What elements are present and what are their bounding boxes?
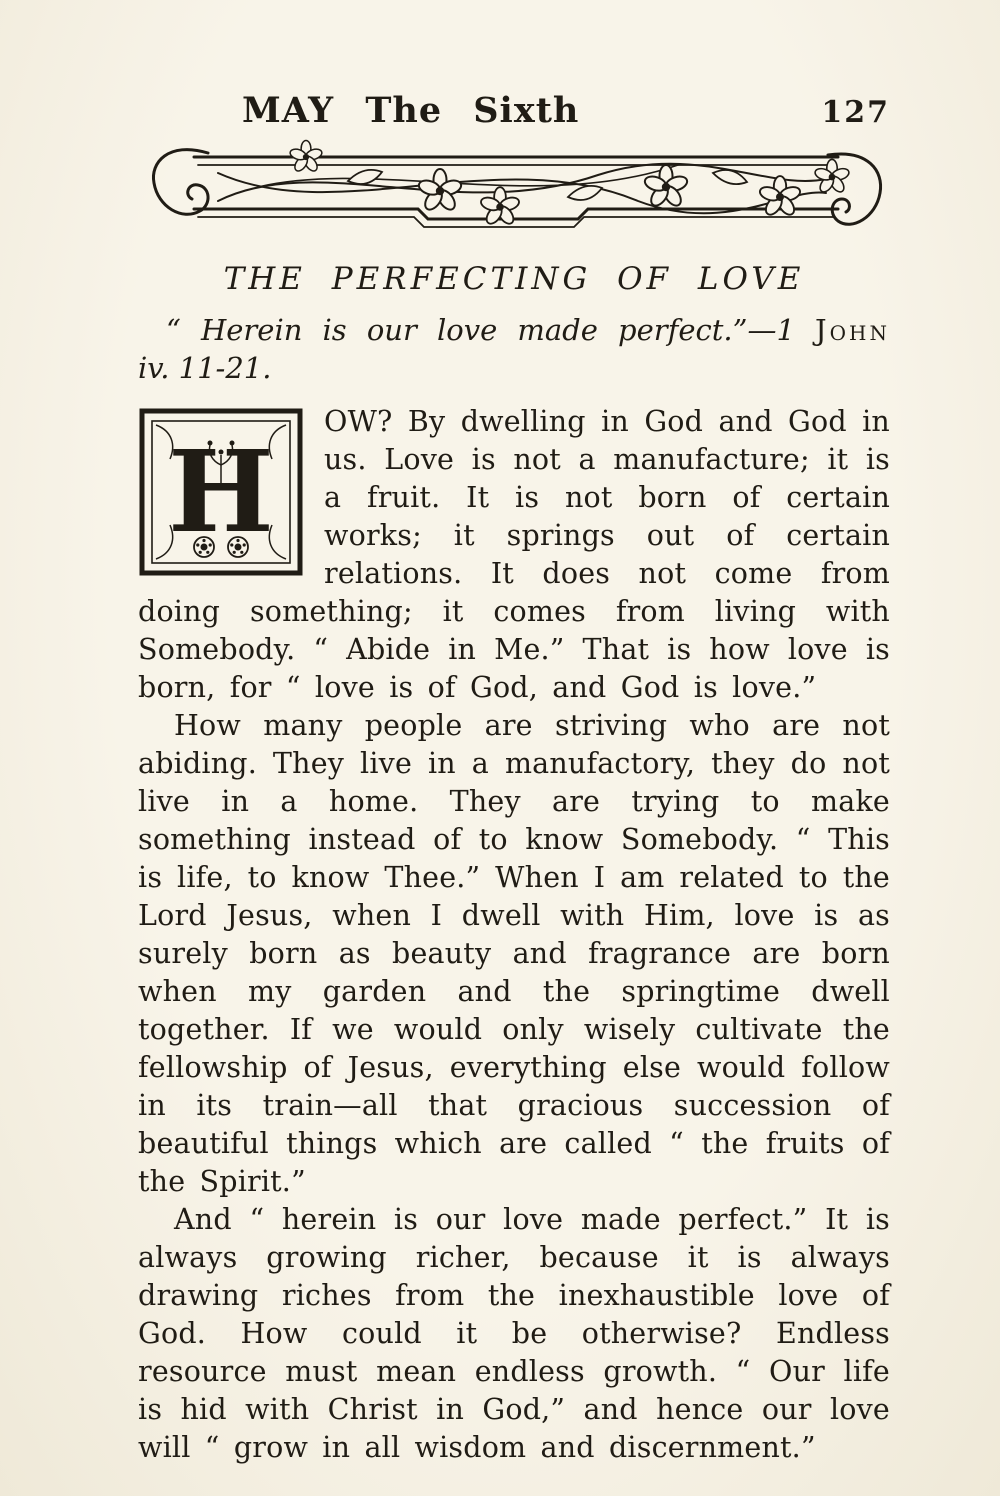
scripture-reference: iv. 11-21. [138,351,272,385]
scripture-book: John [815,313,890,347]
paragraph-3: And “ herein is our love made perfect.” It is always growing richer, because it is always drawing riches from the inexhaustible love of God. How could it be otherwise? Endless resource must mean endless growth. “ Our life is hid with Christ in God,” and hence our love will “ grow in all wisdom and discernment.” [138,1203,890,1464]
paragraph-1-text: OW? By dwelling in God and God in us. Love is not a manufacture; it is a fruit. It is not born of certain works; it springs out of certain relations. It does not come from doing something; it comes from living with Somebody. “ Abide in Me.” That is how love is born, for “ love is of God, and God is love.” [138,405,890,704]
page-number: 127 [821,95,890,130]
floral-ornament-svg [138,135,890,239]
paragraph-1 [138,403,890,707]
floral-ornament [138,135,890,239]
drop-cap [138,407,304,577]
drop-cap-letter: H [167,427,275,558]
paragraph-2: How many people are striving who are not abiding. They live in a manufactory, they do not live in a home. They are trying to make something instead of to know Somebody. “ This is life, to know Thee.” When I am related to the Lord Jesus, when I dwell with Him, love is as surely born as beauty and fragrance are born when my garden and the springtime dwell together. If we would only wisely cultivate the fellowship of Jesus, everything else would follow in its train—all that gracious succession of beautiful things which are called “ the fruits of the Spirit.” [138,709,890,1198]
article-body [138,403,890,1467]
running-head: MAY The Sixth [242,90,580,131]
page-content [138,0,890,1467]
chapter-title: THE PERFECTING OF LOVE [223,261,805,297]
scripture-line-1 [138,311,890,349]
drop-cap-svg [138,407,304,577]
scripture-quote [138,311,890,387]
page-header [138,90,890,131]
scripture-text: “ Herein is our love made perfect.”—1 [166,313,816,347]
